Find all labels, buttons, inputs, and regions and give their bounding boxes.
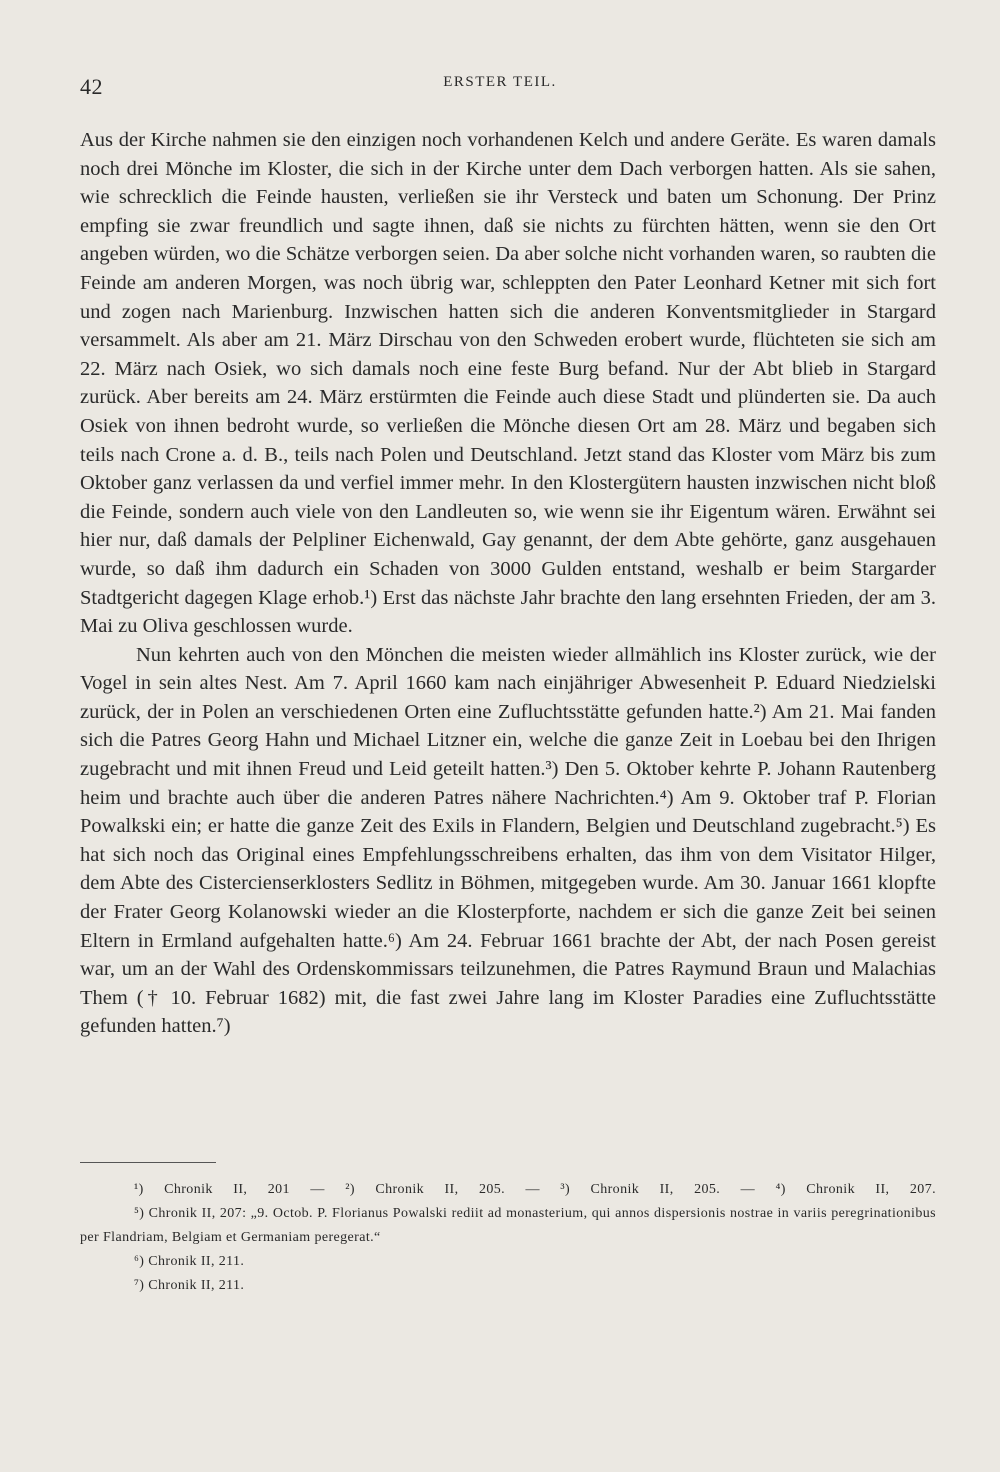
footnote-6: ⁶) Chronik II, 211. bbox=[134, 1254, 245, 1269]
page-number: 42 bbox=[80, 74, 103, 99]
footnote-5: ⁵) Chronik II, 207: „9. Octob. P. Florianus Powalski rediit ad monasterium, qui annos dispersionis nostrae in variis peregrinationibus per Flandriam, Belgiam et Germaniam peregerat.“ bbox=[80, 1206, 936, 1245]
body-text bbox=[80, 126, 936, 1041]
paragraph-1: Aus der Kirche nahmen sie den einzigen noch vorhandenen Kelch und andere Geräte. Es waren damals noch drei Mönche im Kloster, die sich in der Kirche unter dem Dach verborgen hatten. Als sie sahen, wie schrecklich die Feinde hausten, verließen sie ihr Versteck und baten um Schonung. Der Prinz empfing sie zwar freundlich und sagte ihnen, daß sie nichts zu fürchten hätten, wenn sie den Ort angeben würden, wo die Schätze verborgen seien. Da aber solche nicht vorhanden waren, so raubten die Feinde am anderen Morgen, was noch übrig war, schleppten den Pater Leonhard Ketner mit sich fort und zogen nach Marienburg. Inzwischen hatten sich die anderen Konventsmitglieder in Stargard versammelt. Als aber am 21. März Dirschau von den Schweden erobert wurde, flüchteten sie sich am 22. März nach Osiek, wo sich damals noch eine feste Burg befand. Nur der Abt blieb in Stargard zurück. Aber bereits am 24. März erstürmten die Feinde auch diese Stadt und plünderten sie. Da auch Osiek von ihnen bedroht wurde, so verließen die Mönche diesen Ort am 28. März und begaben sich teils nach Crone a. d. B., teils nach Polen und Deutschland. Jetzt stand das Kloster vom März bis zum Oktober ganz verlassen da und verfiel immer mehr. In den Klostergütern hausten inzwischen nicht bloß die Feinde, sondern auch viele von den Landleuten so, wie wenn sie ihr Eigentum wären. Erwähnt sei hier nur, daß damals der Pelpliner Eichenwald, Gay genannt, der dem Abte gehörte, ganz ausgehauen wurde, so daß ihm dadurch ein Schaden von 3000 Gulden entstand, weshalb er beim Stargarder Stadtgericht dagegen Klage erhob.¹) Erst das nächste Jahr brachte den lang ersehnten Frieden, der am 3. Mai zu Oliva geschlossen wurde. bbox=[80, 129, 936, 638]
paragraph-2: Nun kehrten auch von den Mönchen die meisten wieder allmählich ins Kloster zurück, wie der Vogel in sein altes Nest. Am 7. April 1660 kam nach einjähriger Abwesenheit P. Eduard Niedzielski zurück, der in Polen an verschiedenen Orten eine Zufluchtsstätte gefunden hatte.²) Am 21. Mai fanden sich die Patres Georg Hahn und Michael Litzner ein, welche die ganze Zeit in Loebau bei den Ihrigen zugebracht und mit ihnen Freud und Leid geteilt hatten.³) Den 5. Oktober kehrte P. Johann Rautenberg heim und brachte auch über die anderen Patres nähere Nachrichten.⁴) Am 9. Oktober traf P. Florian Powalkski ein; er hatte die ganze Zeit des Exils in Flandern, Belgien und Deutschland zugebracht.⁵) Es hat sich noch das Original eines Empfehlungsschreibens erhalten, das ihm von dem Visitator Hilger, dem Abte des Cistercienserklosters Sedlitz in Böhmen, mitgegeben wurde. Am 30. Januar 1661 klopfte der Frater Georg Kolanowski wieder an die Klosterpforte, nachdem er sich die ganze Zeit bei seinen Eltern in Ermland aufgehalten hatte.⁶) Am 24. Februar 1661 brachte der Abt, der nach Posen gereist war, um an der Wahl des Ordenskommissars teilzunehmen, die Patres Raymund Braun und Malachias Them († 10. Februar 1682) mit, die fast zwei Jahre lang im Kloster Paradies eine Zufluchtsstätte gefunden hatten.⁷) bbox=[80, 643, 936, 1038]
footnote-rule bbox=[80, 1162, 216, 1163]
running-title: ERSTER TEIL. bbox=[443, 74, 557, 90]
footnote-1-4: ¹) Chronik II, 201 — ²) Chronik II, 205. — ³) Chronik II, 205. — ⁴) Chronik II, 207. bbox=[134, 1182, 936, 1197]
footnotes bbox=[80, 1178, 936, 1298]
footnote-7: ⁷) Chronik II, 211. bbox=[134, 1278, 245, 1293]
